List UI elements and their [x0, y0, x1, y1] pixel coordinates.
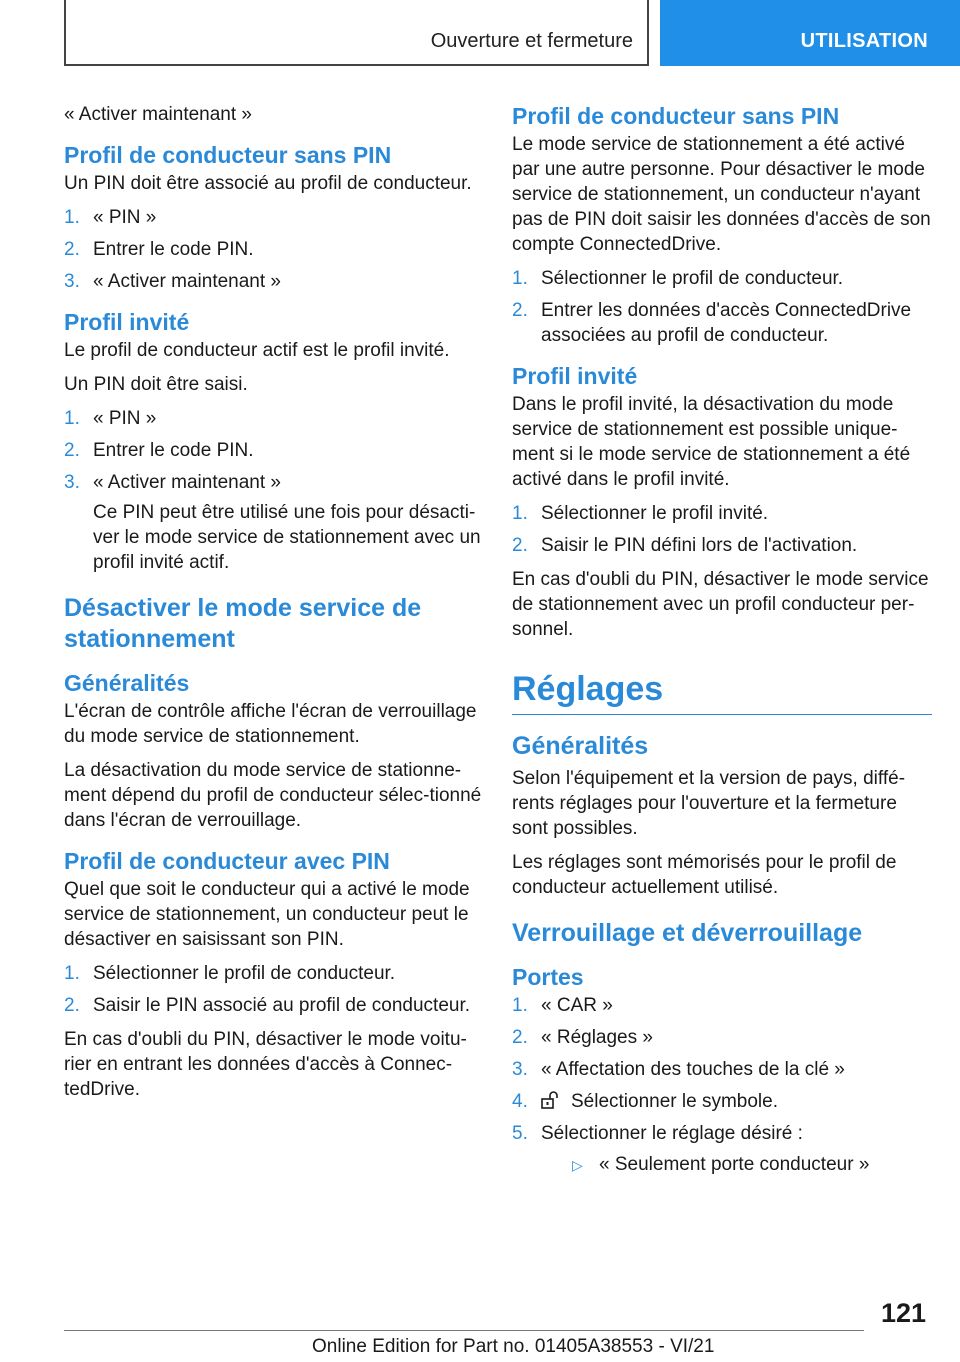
list-item: 2. Saisir le PIN défini lors de l'activation.: [512, 535, 858, 556]
heading-guest-profile: Profil invité: [512, 363, 638, 389]
list-item: 2. Entrer le code PIN.: [64, 239, 254, 260]
list-item: 2. Saisir le PIN associé au profil de conducteur.: [64, 995, 471, 1016]
heading-general: Généralités: [512, 732, 649, 760]
steps-with-pin: [64, 961, 484, 1018]
section-tab: [64, 0, 649, 66]
list-item: 1. « PIN »: [64, 408, 157, 429]
edition-text: Online Edition for Part no. 01405A38553 - VI/21: [312, 1336, 715, 1357]
heading-general: Généralités: [64, 670, 190, 696]
paragraph: Un PIN doit être saisi.: [64, 374, 248, 395]
chapter-heading-settings: Réglages: [512, 668, 932, 715]
heading-profile-no-pin: Profil de conducteur sans PIN: [512, 103, 840, 129]
list-item: 2. Entrer les données d'accès ConnectedDrive associées au profil de conducteur.: [512, 300, 912, 346]
footer-divider: [64, 1330, 864, 1331]
list-item: 4. Sélectionner le symbole.: [512, 1091, 778, 1112]
list-item: 3. « Activer maintenant »: [64, 271, 281, 292]
paragraph: Le mode service de stationnement a été activé par une autre personne. Pour désactiver le mode service de stationnement, un conducteur n'ayant pas de PIN doit saisir les données d'accès de son compte ConnectedDrive.: [512, 134, 931, 255]
list-item: 3. « Affectation des touches de la clé »: [512, 1059, 845, 1080]
paragraph: Quel que soit le conducteur qui a activé le mode service de stationnement, un conducteur peut le désactiver en saisissant son PIN.: [64, 879, 470, 950]
list-item: 2. Entrer le code PIN.: [64, 440, 254, 461]
list-item: 3. « Activer maintenant » Ce PIN peut être utilisé une fois pour désacti-ver le mode service de stationnement avec un profil invité actif.: [64, 470, 484, 575]
section-title: Ouverture et fermeture: [430, 30, 633, 52]
left-column: [64, 102, 484, 1111]
heading-lock-unlock: Verrouillage et déverrouillage: [512, 919, 863, 947]
paragraph: La désactivation du mode service de stationne-ment dépend du profil de conducteur sélec-tionné dans l'écran de verrouillage.: [64, 760, 482, 831]
step-note: Ce PIN peut être utilisé une fois pour désacti-ver le mode service de stationnement avec un profil invité actif.: [93, 502, 481, 573]
steps-guest: [64, 406, 484, 575]
list-item: 5. Sélectionner le réglage désiré : ▷ « Seulement porte conducteur »: [512, 1121, 932, 1177]
list-item: 1. Sélectionner le profil de conducteur.: [512, 268, 844, 289]
page-header: [0, 0, 960, 66]
option-list: [570, 1152, 932, 1177]
steps-no-pin: [64, 205, 484, 294]
unlock-symbol-icon: [541, 1091, 561, 1109]
paragraph: Les réglages sont mémorisés pour le profil de conducteur actuellement utilisé.: [512, 852, 897, 898]
paragraph: L'écran de contrôle affiche l'écran de verrouillage du mode service de stationnement.: [64, 701, 477, 747]
list-item: 2. « Réglages »: [512, 1027, 653, 1048]
heading-guest-profile: Profil invité: [64, 309, 190, 335]
steps-doors: [512, 993, 932, 1177]
heading-doors: Portes: [512, 964, 584, 990]
triangle-bullet-icon: ▷: [572, 1157, 583, 1173]
heading-deactivate: Désactiver le mode service de stationnement: [64, 594, 422, 653]
paragraph: Dans le profil invité, la désactivation du mode service de stationnement est possible unique-ment si le mode service de stationnement a été activé dans le profil invité.: [512, 394, 911, 490]
steps-no-pin: [512, 266, 932, 348]
page-number: 121: [880, 1298, 926, 1328]
heading-profile-no-pin: Profil de conducteur sans PIN: [64, 142, 392, 168]
list-item: 1. Sélectionner le profil invité.: [512, 503, 769, 524]
list-item: 1. « CAR »: [512, 995, 613, 1016]
paragraph: Selon l'équipement et la version de pays, diffé-rents réglages pour l'ouverture et la fermeture sont possibles.: [512, 768, 906, 839]
chapter-title: UTILISATION: [800, 30, 928, 52]
list-item: 1. « PIN »: [64, 207, 157, 228]
heading-profile-with-pin: Profil de conducteur avec PIN: [64, 848, 390, 874]
paragraph: Un PIN doit être associé au profil de conducteur.: [64, 173, 472, 194]
chapter-tab: [660, 0, 960, 66]
intro-step-text: « Activer maintenant »: [64, 104, 252, 125]
paragraph: Le profil de conducteur actif est le profil invité.: [64, 340, 450, 361]
paragraph: En cas d'oubli du PIN, désactiver le mode voitu-rier en entrant les données d'accès à Connec-tedDrive.: [64, 1029, 467, 1100]
list-item: 1. Sélectionner le profil de conducteur.: [64, 963, 396, 984]
paragraph: En cas d'oubli du PIN, désactiver le mode service de stationnement avec un profil conducteur per-sonnel.: [512, 569, 929, 640]
option-item: ▷ « Seulement porte conducteur »: [570, 1152, 932, 1177]
right-column: [512, 102, 932, 1186]
steps-guest: [512, 501, 932, 558]
